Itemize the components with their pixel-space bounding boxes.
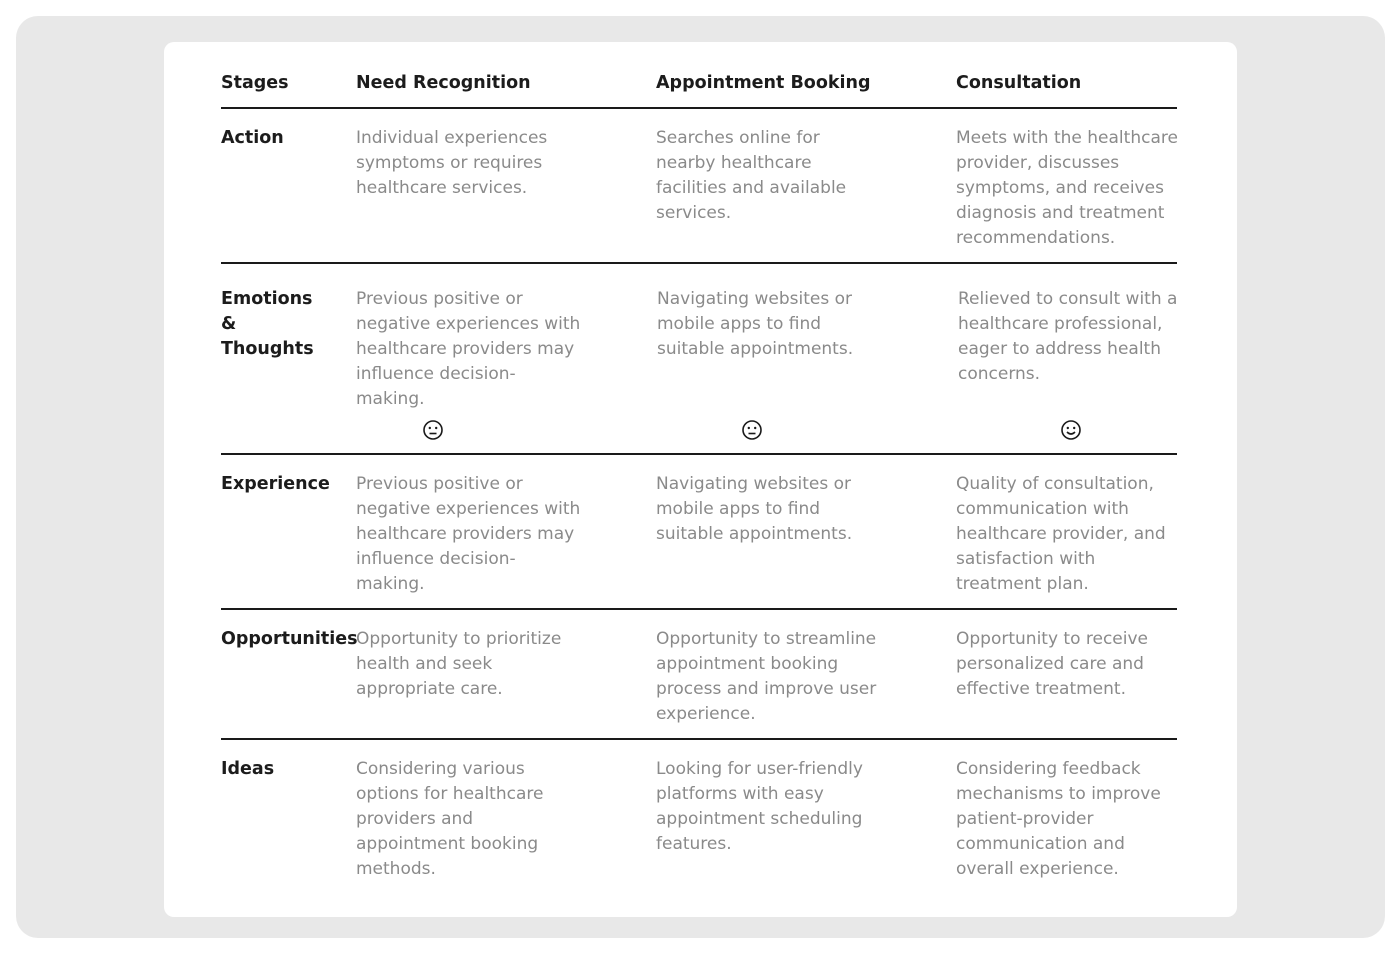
action-need-recognition: Individual experiences symptoms or requires healthcare services. xyxy=(356,128,548,198)
ideas-appointment-booking: Looking for user-friendly platforms with easy appointment scheduling features. xyxy=(656,759,863,854)
smiling-face-icon xyxy=(1060,419,1082,441)
header-stage-consultation: Consultation xyxy=(956,73,1082,93)
header-stage-need-recognition: Need Recognition xyxy=(356,73,531,93)
header-stage-appointment-booking: Appointment Booking xyxy=(656,73,871,93)
opportunities-need-recognition: Opportunity to prioritize health and seek appropriate care. xyxy=(356,629,562,699)
neutral-face-icon xyxy=(422,419,444,441)
ideas-consultation: Considering feedback mechanisms to improve patient-provider communication and overall experience. xyxy=(956,759,1161,879)
opportunities-appointment-booking: Opportunity to streamline appointment booking process and improve user experience. xyxy=(656,629,877,724)
canvas-background xyxy=(16,16,1385,938)
row-label-emotions-thoughts: Emotions & Thoughts xyxy=(221,289,314,359)
emotions-divider xyxy=(221,453,1177,455)
opportunities-consultation: Opportunity to receive personalized care and effective treatment. xyxy=(956,629,1149,699)
journey-map-card xyxy=(164,42,1237,917)
header-stages-label: Stages xyxy=(221,73,289,93)
ideas-need-recognition: Considering various options for healthcare providers and appointment booking methods. xyxy=(356,759,544,879)
action-consultation: Meets with the healthcare provider, discusses symptoms, and receives diagnosis and treatment recommendations. xyxy=(956,128,1178,248)
experience-need-recognition: Previous positive or negative experiences with healthcare providers may influence decision- making. xyxy=(356,474,581,594)
row-label-action: Action xyxy=(221,128,284,148)
opportunities-divider xyxy=(221,738,1177,740)
row-label-ideas: Ideas xyxy=(221,759,275,779)
action-appointment-booking: Searches online for nearby healthcare facilities and available services. xyxy=(656,128,847,223)
experience-consultation: Quality of consultation, communication with healthcare provider, and satisfaction with treatment plan. xyxy=(956,474,1166,594)
emotions-appointment-booking: Navigating websites or mobile apps to find suitable appointments. xyxy=(657,289,854,359)
header-divider xyxy=(221,107,1177,109)
emotions-need-recognition: Previous positive or negative experiences with healthcare providers may influence decision- making. xyxy=(356,289,581,409)
row-label-opportunities: Opportunities xyxy=(221,629,358,649)
action-divider xyxy=(221,262,1177,264)
emotions-consultation: Relieved to consult with a healthcare professional, eager to address health concerns. xyxy=(958,289,1178,384)
row-label-experience: Experience xyxy=(221,474,330,494)
neutral-face-icon xyxy=(741,419,763,441)
experience-divider xyxy=(221,608,1177,610)
experience-appointment-booking: Navigating websites or mobile apps to find suitable appointments. xyxy=(656,474,853,544)
